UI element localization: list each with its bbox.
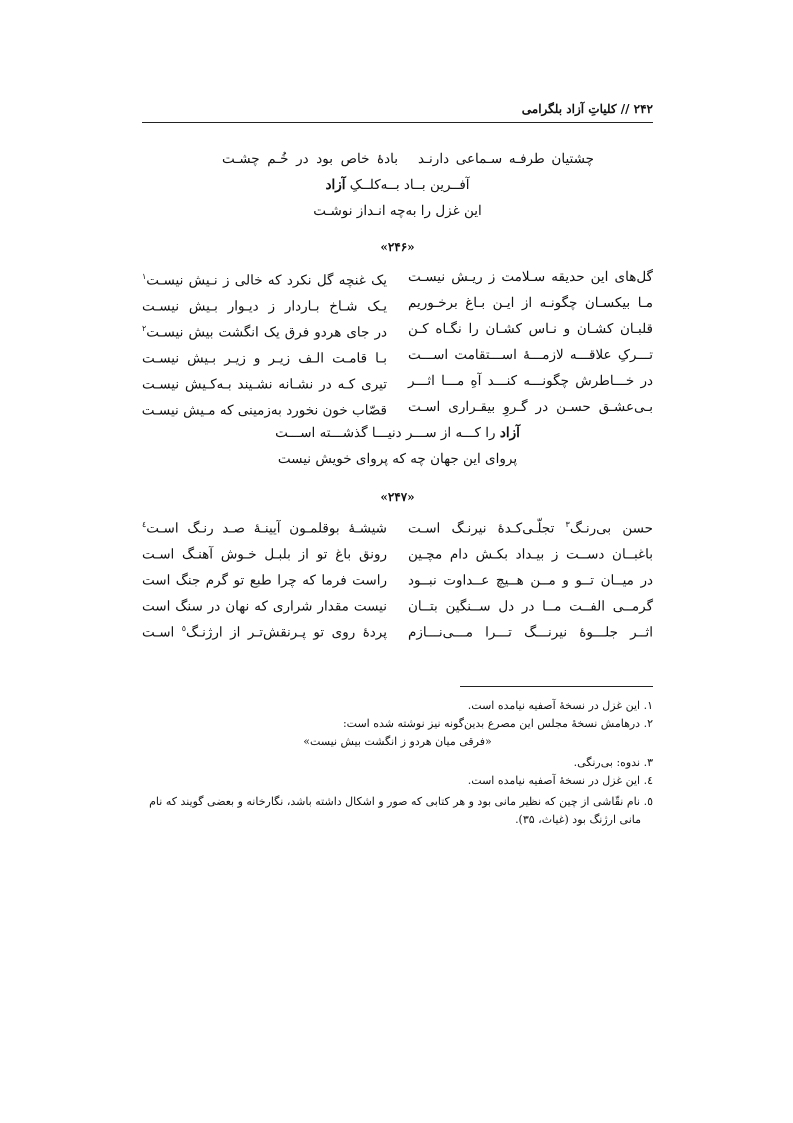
hemistich-text: نیست مقدار شراری که نهان در سنگ است (142, 598, 387, 615)
poet-name: آزاد (499, 425, 520, 441)
hemistich-text: در میــان تــو و مــن هــیچ عــداوت نبــود (408, 572, 653, 589)
top-line-2 (142, 172, 653, 198)
footnote-marker: ٥ (181, 624, 187, 633)
hemistich-text: گرمــی الفــت مــا در دل ســنگین بتــان (408, 598, 653, 615)
hemistich-1: چشتیان طرفـه سـماعی دارنـد (418, 151, 594, 167)
hemistich-text: پردۀ روی تو پـرنقش‌تـر از ارژنـگ (186, 624, 387, 641)
hemistich-1: قلبـان کشـان و نـاس کشـان را نگـاه کـن (408, 321, 653, 337)
couplet (142, 616, 653, 642)
running-header: ۲۴۲ // کلیاتِ آزاد بلگرامی (142, 96, 653, 123)
hemistich-1: مـا بیکسـان چگونـه از ایـن بـاغ برخـوریم (408, 295, 653, 311)
footnote: ٤. این غزل در نسخۀ آصفیه نیامده است. (467, 774, 653, 787)
footnote: مانی ارژنگ بود (غیاث، ۳۵). (515, 813, 641, 826)
footnote: ۲. درهامش نسخۀ مجلس این مصرع بدین‌گونه نیز نوشته شده است: (342, 717, 653, 730)
footnote-marker: ۲ (142, 324, 147, 333)
hemistich-text: باغبــان دســت ز بیـداد بکـش دام مچـین (408, 546, 653, 563)
hemistich-2: بادۀ خاص بود در خُـم چشـت (222, 151, 398, 167)
hemistich-text: حسن بی‌رنـگ (569, 520, 653, 537)
couplet (142, 342, 653, 368)
hemistich-text: یـک شـاخ بـاردار ز دیـوار بـیش نیسـت (142, 298, 387, 315)
poet-name: آزاد (325, 177, 346, 193)
hemistich-text: قصّاب خون نخورد به‌زمینی که مـیش نیسـت (141, 402, 387, 419)
hemistich-text: شیشـۀ بوقلمـون آیینـۀ صـد رنـگ اسـت (146, 520, 387, 537)
hemistich-text: اثــر جلـــوۀ نیرنـــگ تـــرا مـــی‌نـــازم (408, 624, 653, 641)
hemistich-text: در جای هردو فرق یک انگشت بیش نیسـت (146, 324, 387, 341)
footnote-marker: ۳ (565, 520, 570, 529)
hemistich-1: گل‌های این حدیقه سـلامت ز ریـش نیسـت (408, 269, 653, 285)
footnote: ۱. این غزل در نسخۀ آصفیه نیامده است. (467, 699, 653, 712)
hemistich-text: رونق باغ تو از بلبـل خـوش آهنـگ اسـت (142, 546, 387, 563)
hemistich-1 (408, 616, 653, 646)
ghazal-246-closing-2: پروای این جهان چه که پروای خویش نیست (277, 451, 518, 467)
couplet (142, 264, 653, 290)
footnote: ٥. نام نقّاشی از چین که نظیر مانی بود و هر کتابی که صور و اشکال داشته باشد، نگارخانه و بعضی گویند که نام (149, 795, 653, 808)
couplet (142, 290, 653, 316)
hemistich-text: راست فرما که چرا طبع تو گرم جنگ است (142, 572, 387, 589)
ghazal-246-closing-1 (142, 420, 653, 446)
hemistich-1: در خـــاطرش چگونـــه کنـــد آهِ مـــا اثـــر (408, 373, 653, 389)
hemistich-text: تیری کـه در نشـانه نشـیند بـه‌کـیش نیسـت (142, 376, 387, 393)
couplet (142, 590, 653, 616)
couplet (142, 564, 653, 590)
couplet (142, 316, 653, 342)
couplet (142, 394, 653, 420)
hemistich-text-end: اسـت (142, 624, 182, 641)
footnote-marker: ٤ (142, 520, 147, 529)
couplet (142, 368, 653, 394)
hemistich-1: بـی‌عشـق حسـن در گـروِ بیقـراری اسـت (408, 399, 653, 415)
footnote-rule (460, 686, 653, 687)
ghazal-number: «۲۴۷» (380, 490, 415, 504)
footnote: «فرقی میان هردو ز انگشت بیش نیست» (303, 735, 492, 748)
couplet (142, 512, 653, 538)
couplet (142, 538, 653, 564)
ghazal-number: «۲۴۶» (380, 240, 415, 254)
line-text: را کـــه از ســـر دنیـــا گذشـــته اســـت (275, 425, 500, 441)
hemistich-text: بـا قامـت الـف زیـر و زیـر بـیش نیسـت (142, 350, 387, 367)
line-text: آفــرین بــاد بــه‌کلــکِ (345, 177, 470, 193)
hemistich-1: تـــرکِ علاقـــه لازمـــۀ اســـتقامت اســـت (408, 347, 653, 363)
hemistich-2 (142, 616, 387, 646)
hemistich-text: یک غنچه گل نکرد که خالی ز نـیش نیسـت (146, 272, 387, 289)
hemistich-text-end: تجلّـی‌کـدۀ نیرنـگ اسـت (408, 520, 566, 537)
footnote: ۳. ندوه: بی‌رنگی. (573, 756, 653, 769)
footnote-marker: ۱ (142, 272, 147, 281)
top-line-3: این غزل را به‌چه انـداز نوشـت (313, 203, 482, 219)
top-couplet (222, 146, 594, 172)
